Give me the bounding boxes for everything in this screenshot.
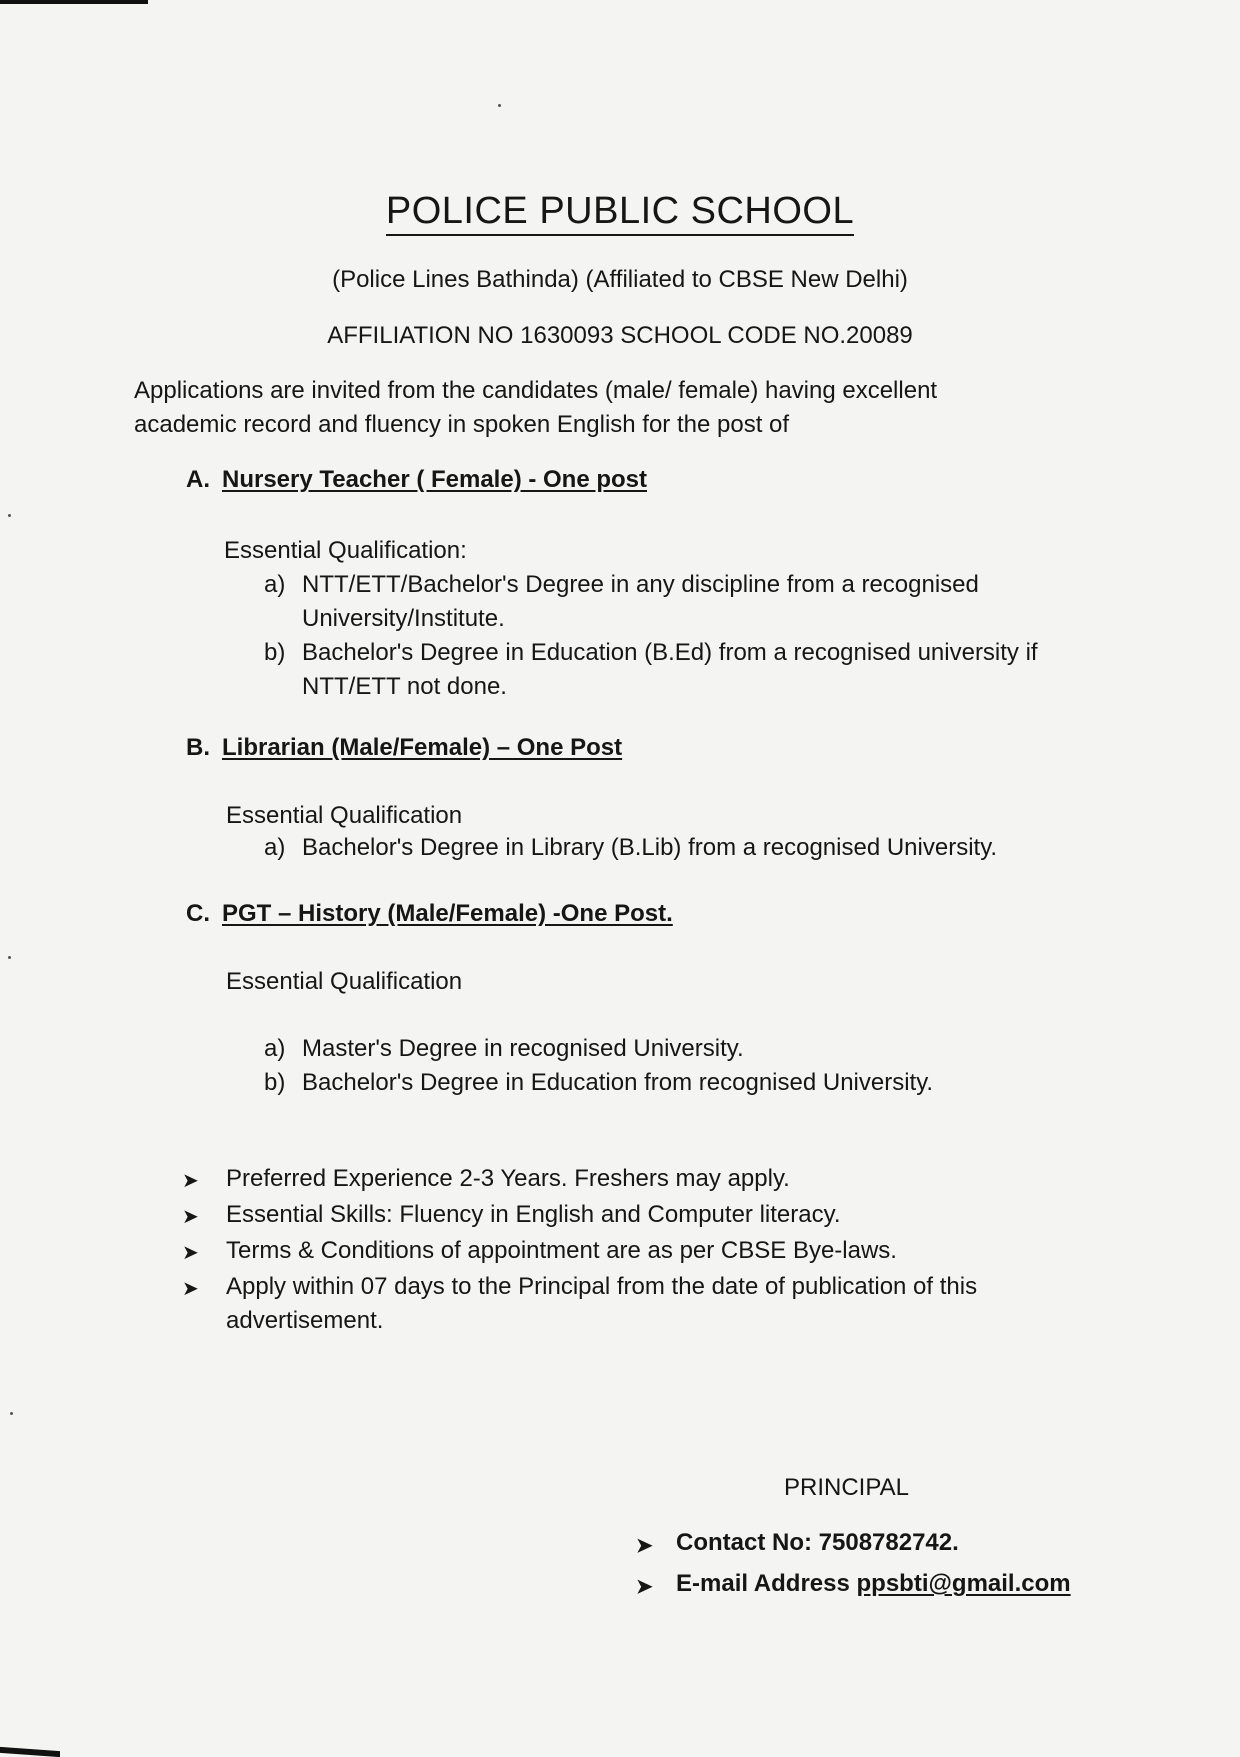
notes-list bbox=[182, 1162, 1062, 1338]
post-heading-librarian: B. Librarian (Male/Female) – One Post bbox=[186, 734, 623, 761]
note-item: ➤ Preferred Experience 2-3 Years. Freshers may apply. bbox=[182, 1162, 1062, 1198]
arrowhead-bullet-icon: ➤ bbox=[182, 1206, 199, 1228]
email-link[interactable]: ppsbti@gmail.com bbox=[856, 1570, 1071, 1597]
arrowhead-bullet-icon: ➤ bbox=[182, 1278, 199, 1300]
qualification-label: Essential Qualification: bbox=[224, 537, 467, 564]
contact-email: ➤ E-mail Address ppsbti@gmail.com bbox=[636, 1565, 1071, 1606]
principal-label: PRINCIPAL bbox=[784, 1474, 909, 1501]
arrowhead-bullet-icon: ➤ bbox=[182, 1242, 199, 1264]
contact-phone: ➤ Contact No: 7508782742. bbox=[636, 1524, 1071, 1565]
note-item: ➤ Apply within 07 days to the Principal from the date of publication of this advertisement. bbox=[182, 1270, 1062, 1338]
arrowhead-bullet-icon: ➤ bbox=[636, 1535, 653, 1557]
qualification-item: a) Master's Degree in recognised University. bbox=[264, 1035, 744, 1062]
arrowhead-bullet-icon: ➤ bbox=[636, 1576, 653, 1598]
arrowhead-bullet-icon: ➤ bbox=[182, 1170, 199, 1192]
affiliation-line: AFFILIATION NO 1630093 SCHOOL CODE NO.20089 bbox=[327, 322, 913, 349]
post-heading-nursery: A. Nursery Teacher ( Female) - One post bbox=[186, 466, 648, 493]
contact-block bbox=[636, 1524, 1071, 1606]
qualification-label: Essential Qualification bbox=[226, 968, 463, 995]
qualification-item: b) Bachelor's Degree in Education from recognised University. bbox=[264, 1069, 934, 1096]
note-item: ➤ Essential Skills: Fluency in English and Computer literacy. bbox=[182, 1198, 1062, 1234]
note-item: ➤ Terms & Conditions of appointment are as per CBSE Bye-laws. bbox=[182, 1234, 1062, 1270]
qualification-item: a) Bachelor's Degree in Library (B.Lib) from a recognised University. bbox=[264, 834, 998, 861]
intro-paragraph: Applications are invited from the candidates (male/ female) having excellent academic record and fluency in spoken English for the post of bbox=[134, 377, 938, 438]
qualification-label: Essential Qualification bbox=[226, 802, 463, 829]
school-title: POLICE PUBLIC SCHOOL bbox=[0, 190, 1240, 233]
qualification-item: a) NTT/ETT/Bachelor's Degree in any discipline from a recognised University/Institute. bbox=[264, 571, 979, 632]
school-subtitle: (Police Lines Bathinda) (Affiliated to CBSE New Delhi) bbox=[332, 266, 908, 293]
qualification-item: b) Bachelor's Degree in Education (B.Ed) from a recognised university if NTT/ETT not done. bbox=[264, 639, 1038, 700]
post-heading-pgt-history: C. PGT – History (Male/Female) -One Post. bbox=[186, 900, 673, 927]
